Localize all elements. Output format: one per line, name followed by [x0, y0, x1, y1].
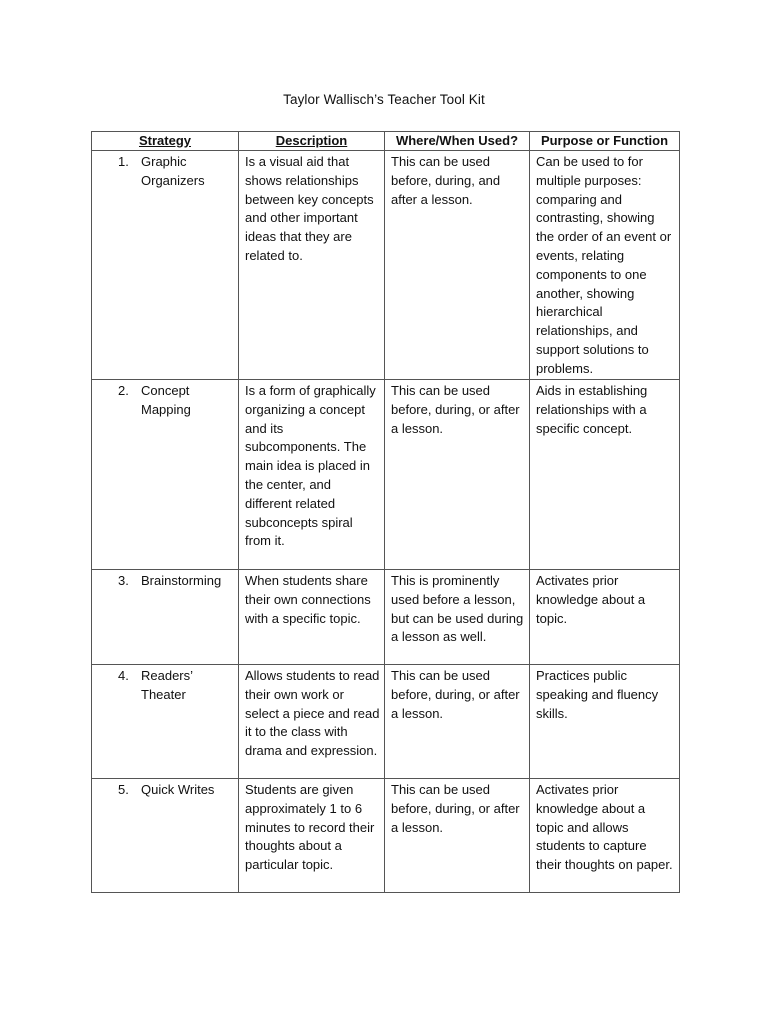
- where-when-cell: This is prominently used before a lesson, but can be used during a lesson as well.: [385, 570, 530, 665]
- description-cell: Is a visual aid that shows relationships between key concepts and other important ideas that they are related to.: [239, 151, 385, 380]
- table-row: [92, 779, 680, 893]
- purpose-cell: Activates prior knowledge about a topic and allows students to capture their thoughts on paper.: [530, 779, 680, 893]
- where-when-cell: This can be used before, during, or after a lesson.: [385, 380, 530, 570]
- strategy-cell: [92, 779, 239, 893]
- purpose-cell: Practices public speaking and fluency skills.: [530, 665, 680, 779]
- table-row: [92, 665, 680, 779]
- strategy-name: Brainstorming: [141, 573, 222, 588]
- where-when-cell: This can be used before, during, or after a lesson.: [385, 665, 530, 779]
- strategy-cell: [92, 151, 239, 380]
- row-number: 1.: [118, 154, 129, 169]
- description-cell: Students are given approximately 1 to 6 minutes to record their thoughts about a particular topic.: [239, 779, 385, 893]
- strategy-name: Readers’ Theater: [141, 668, 194, 702]
- row-number: 5.: [118, 782, 129, 797]
- row-number: 3.: [118, 573, 129, 588]
- teacher-toolkit-table: [91, 131, 680, 893]
- table-row: [92, 380, 680, 570]
- header-description: Description: [239, 132, 385, 151]
- table-header-row: [92, 132, 680, 151]
- description-cell: Is a form of graphically organizing a concept and its subcomponents. The main idea is placed in the center, and different related subconcepts spiral from it.: [239, 380, 385, 570]
- where-when-cell: This can be used before, during, and after a lesson.: [385, 151, 530, 380]
- purpose-cell: Aids in establishing relationships with a specific concept.: [530, 380, 680, 570]
- header-strategy: Strategy: [92, 132, 239, 151]
- header-purpose: Purpose or Function: [530, 132, 680, 151]
- purpose-cell: Activates prior knowledge about a topic.: [530, 570, 680, 665]
- row-number: 2.: [118, 383, 129, 398]
- description-cell: When students share their own connections with a specific topic.: [239, 570, 385, 665]
- where-when-cell: This can be used before, during, or after a lesson.: [385, 779, 530, 893]
- document-title: Taylor Wallisch’s Teacher Tool Kit: [283, 92, 485, 107]
- purpose-cell: Can be used to for multiple purposes: comparing and contrasting, showing the order of an event or events, relating components to one another, showing hierarchical relationships, and support solutions to problems.: [530, 151, 680, 380]
- strategy-name: Graphic Organizers: [141, 154, 205, 188]
- row-number: 4.: [118, 668, 129, 683]
- strategy-name: Quick Writes: [141, 782, 215, 797]
- strategy-name: Concept Mapping: [141, 383, 191, 417]
- header-where-when: Where/When Used?: [385, 132, 530, 151]
- table-row: [92, 151, 680, 380]
- strategy-cell: [92, 380, 239, 570]
- description-cell: Allows students to read their own work or select a piece and read it to the class with drama and expression.: [239, 665, 385, 779]
- strategy-cell: [92, 570, 239, 665]
- strategy-cell: [92, 665, 239, 779]
- table-row: [92, 570, 680, 665]
